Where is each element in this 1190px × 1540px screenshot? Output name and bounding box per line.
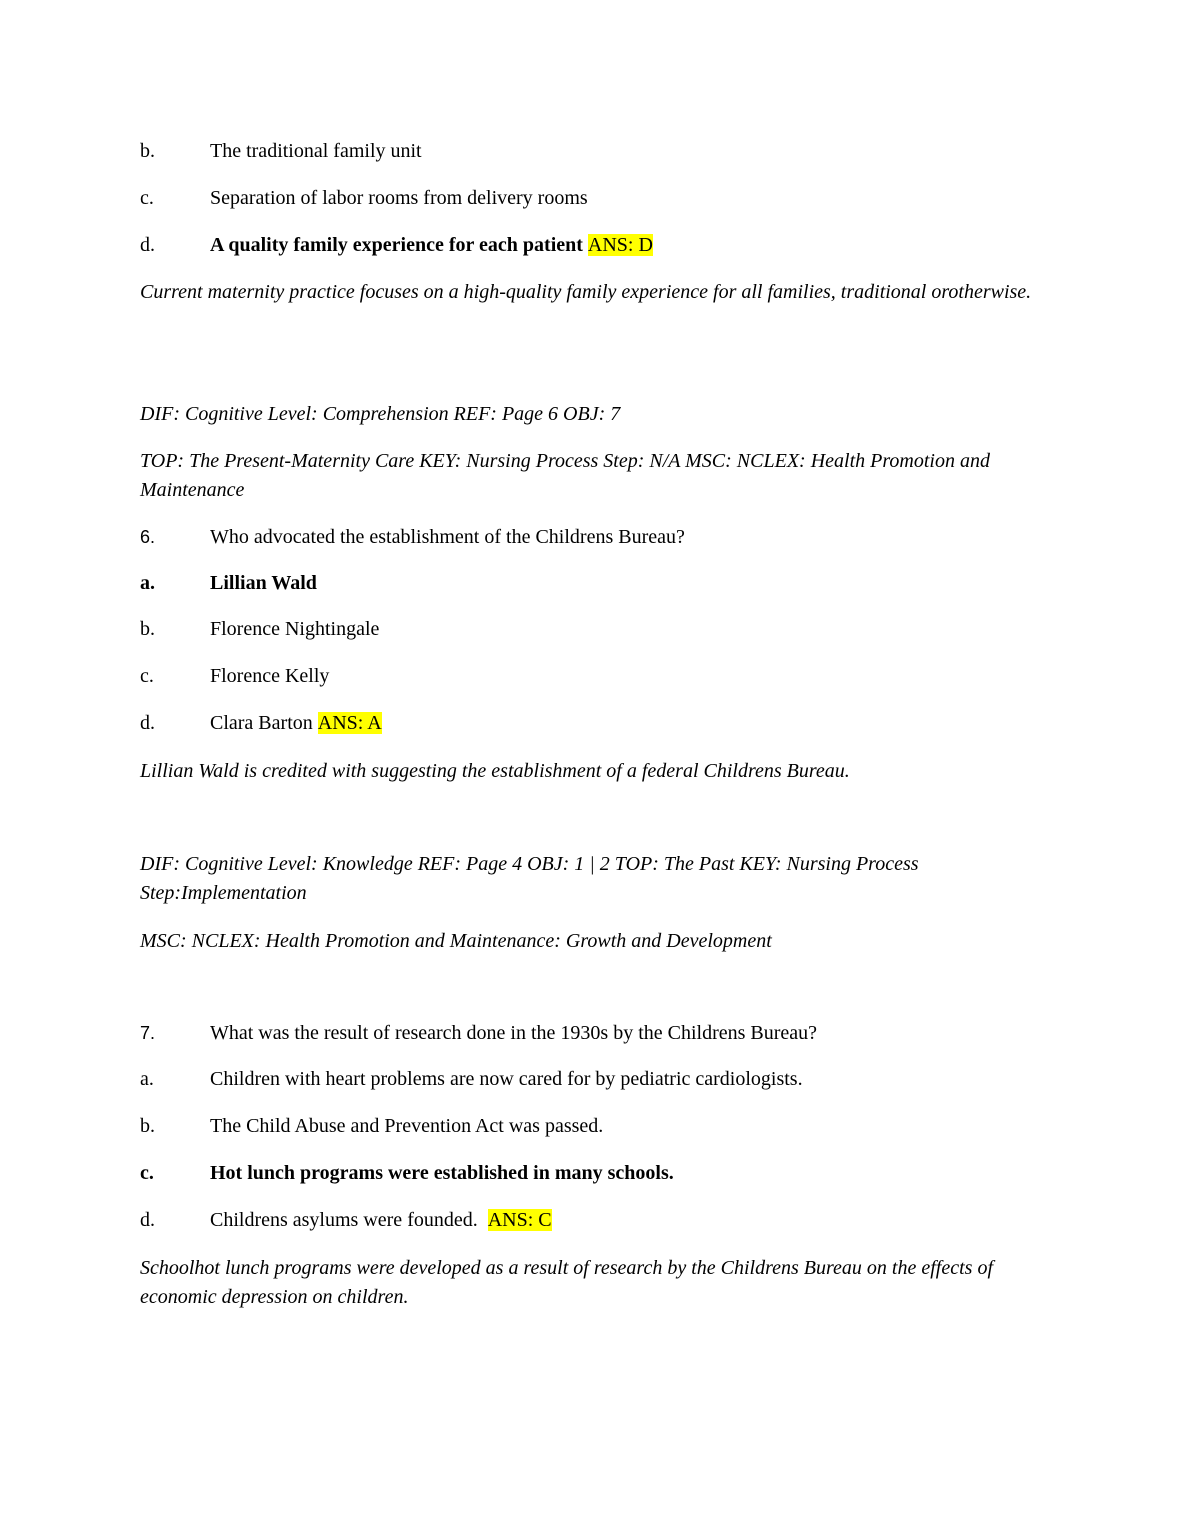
option-label: b. xyxy=(140,140,155,162)
q6-rationale: Lillian Wald is credited with suggesting the establishment of a federal Childrens Bureau. xyxy=(140,760,850,782)
option-text: Clara Barton xyxy=(210,712,313,734)
option-text: The traditional family unit xyxy=(210,140,422,162)
correct-option-text: Hot lunch programs were established in many schools. xyxy=(210,1162,674,1184)
correct-option-text: Lillian Wald xyxy=(210,572,317,594)
option-label: d. xyxy=(140,234,155,256)
answer-highlight: ANS: C xyxy=(487,1209,552,1231)
option-label: c. xyxy=(140,665,154,687)
option-text-wrap xyxy=(210,1209,552,1232)
option-label: c. xyxy=(140,187,154,209)
option-text-wrap xyxy=(210,712,382,735)
option-text-wrap xyxy=(210,234,653,257)
question-text: What was the result of research done in the 1930s by the Childrens Bureau? xyxy=(210,1022,818,1044)
option-text: Florence Nightingale xyxy=(210,618,380,640)
option-text: Florence Kelly xyxy=(210,665,330,687)
q6-meta-msc: MSC: NCLEX: Health Promotion and Maintenance: Growth and Development xyxy=(140,930,772,952)
option-label: b. xyxy=(140,618,155,640)
q7-rationale: Schoolhot lunch programs were developed as a result of research by the Childrens Bureau on the effects of economic depression on children. xyxy=(140,1257,993,1308)
option-text: Separation of labor rooms from delivery rooms xyxy=(210,187,588,209)
option-label: a. xyxy=(140,1068,154,1090)
option-label: c. xyxy=(140,1162,154,1184)
question-text: Who advocated the establishment of the Childrens Bureau? xyxy=(210,526,685,548)
question-number: 7. xyxy=(140,1023,156,1043)
q6-meta-dif: DIF: Cognitive Level: Knowledge REF: Page 4 OBJ: 1 | 2 TOP: The Past KEY: Nursing Process Step:Implementation xyxy=(140,853,919,904)
option-label: a. xyxy=(140,572,155,594)
correct-option-text: A quality family experience for each patient xyxy=(210,234,583,256)
option-label: b. xyxy=(140,1115,155,1137)
option-text: The Child Abuse and Prevention Act was passed. xyxy=(210,1115,604,1137)
option-label: d. xyxy=(140,712,155,734)
q5-meta-top: TOP: The Present-Maternity Care KEY: Nursing Process Step: N/A MSC: NCLEX: Health Promotion and Maintenance xyxy=(140,450,990,501)
q5-rationale: Current maternity practice focuses on a high-quality family experience for all families, traditional orotherwise. xyxy=(140,281,1032,303)
option-text: Children with heart problems are now cared for by pediatric cardiologists. xyxy=(210,1068,803,1090)
option-text: Childrens asylums were founded. xyxy=(210,1209,478,1231)
answer-highlight: ANS: A xyxy=(317,712,382,734)
q5-meta-dif: DIF: Cognitive Level: Comprehension REF: Page 6 OBJ: 7 xyxy=(140,403,621,425)
option-label: d. xyxy=(140,1209,155,1231)
answer-highlight: ANS: D xyxy=(587,234,653,256)
question-number: 6. xyxy=(140,527,156,547)
